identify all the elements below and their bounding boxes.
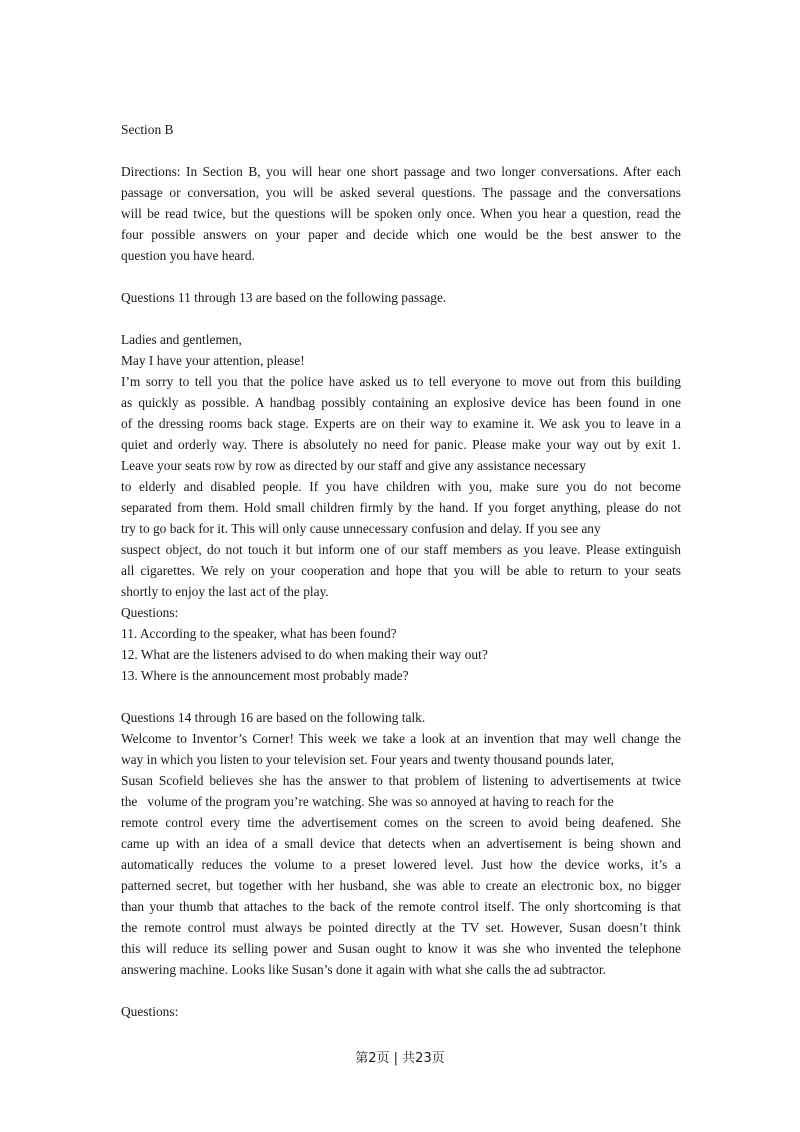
passage1-line: quiet and orderly way. There is absolutely no need for panic. Please make your way out by exit 1. (121, 437, 681, 452)
question-item: 11. According to the speaker, what has been found? (121, 626, 397, 641)
passage1-questions-label: Questions: (121, 605, 179, 620)
passage2-body (121, 728, 681, 980)
passage1-line: all cigarettes. We rely on your cooperation and hope that you will be able to return to your seats (121, 563, 681, 578)
directions-line: passage or conversation, you will be asked several questions. The passage and the conversations (121, 185, 681, 200)
passage1-body (121, 371, 681, 602)
passage2-line: Susan Scofield believes she has the answer to that problem of listening to advertisements at twice (121, 773, 681, 788)
passage2-line: patterned secret, but together with her husband, she was able to create an electronic box, no bigger (121, 878, 681, 893)
spacer (121, 266, 681, 287)
directions-paragraph (121, 161, 681, 266)
passage2-line: Welcome to Inventor’s Corner! This week we take a look at an invention that may well change the (121, 731, 681, 746)
directions-line: will be read twice, but the questions will be spoken only once. When you hear a question, read the (121, 206, 681, 221)
section-title: Section B (121, 122, 174, 137)
spacer (121, 140, 681, 161)
spacer (121, 686, 681, 707)
passage1-question-list (121, 623, 681, 686)
passage1-intro: Questions 11 through 13 are based on the following passage. (121, 290, 447, 305)
passage2-line: automatically reduces the volume to a preset lowered level. Just how the device works, it’s a (121, 857, 681, 872)
directions-line: four possible answers on your paper and decide which one would be the best answer to the (121, 227, 681, 242)
spacer (121, 308, 681, 329)
passage1-line: Leave your seats row by row as directed by our staff and give any assistance necessary (121, 458, 586, 473)
passage1-line: to elderly and disabled people. If you have children with you, make sure you do not become (121, 479, 681, 494)
passage1-line: try to go back for it. This will only cause unnecessary confusion and delay. If you see any (121, 521, 601, 536)
passage2-line: this will reduce its selling power and Susan ought to know it was she who invented the telephone (121, 941, 681, 956)
directions-line: question you have heard. (121, 248, 255, 263)
passage1-line: as quickly as possible. A handbag possibly containing an explosive device has been found in one (121, 395, 681, 410)
spacer (121, 980, 681, 1001)
passage1-greeting: Ladies and gentlemen, (121, 332, 242, 347)
passage2-line: way in which you listen to your television set. Four years and twenty thousand pounds later, (121, 752, 614, 767)
passage2-line: the remote control must always be pointed directly at the TV set. However, Susan doesn’t think (121, 920, 681, 935)
page-content (121, 119, 681, 1022)
passage1-attention: May I have your attention, please! (121, 353, 305, 368)
question-item: 12. What are the listeners advised to do when making their way out? (121, 647, 488, 662)
passage2-line: than your thumb that attaches to the back of the remote control itself. The only shortcoming is that (121, 899, 681, 914)
passage2-intro: Questions 14 through 16 are based on the following talk. (121, 710, 426, 725)
passage1-line: I’m sorry to tell you that the police have asked us to tell everyone to move out from this building (121, 374, 681, 389)
directions-line: Directions: In Section B, you will hear one short passage and two longer conversations. After each (121, 164, 681, 179)
passage2-line: remote control every time the advertisement comes on the screen to avoid being deafened. She (121, 815, 681, 830)
passage1-line: shortly to enjoy the last act of the play. (121, 584, 329, 599)
passage1-line: suspect object, do not touch it but inform one of our staff members as you leave. Please extinguish (121, 542, 681, 557)
passage2-line: answering machine. Looks like Susan’s done it again with what she calls the ad subtractor. (121, 962, 606, 977)
question-item: 13. Where is the announcement most probably made? (121, 668, 409, 683)
passage1-line: of the dressing rooms back stage. Experts are on their way to examine it. We ask you to leave in a (121, 416, 681, 431)
passage2-line: the volume of the program you’re watching. She was so annoyed at having to reach for the (121, 794, 614, 809)
passage1-line: separated from them. Hold small children firmly by the hand. If you forget anything, please do not (121, 500, 681, 515)
page-footer: 第2页 | 共23页 (355, 1051, 445, 1066)
passage2-line: came up with an idea of a small device that detects when an advertisement is being shown and (121, 836, 681, 851)
passage2-questions-label: Questions: (121, 1004, 179, 1019)
